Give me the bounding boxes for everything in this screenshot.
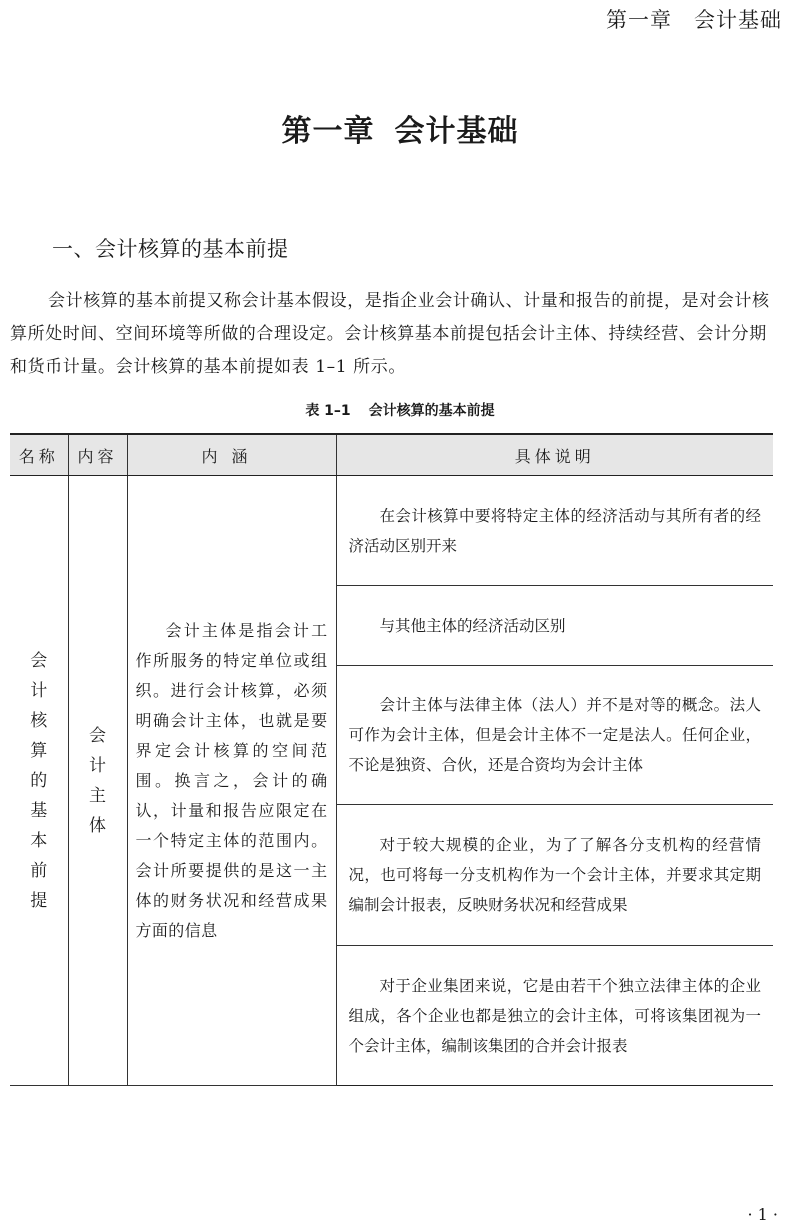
page-number: · 1 ·: [747, 1205, 778, 1224]
chapter-title: [0, 106, 800, 150]
running-header-title: 会计基础: [694, 8, 782, 32]
content-cell: 会 计 主 体: [68, 476, 127, 1086]
table-caption-number: 表 1–1: [305, 403, 351, 419]
section-heading: 一、会计核算的基本前提: [52, 237, 289, 261]
meaning-cell: 会计主体是指会计工作所服务的特定单位或组织。进行会计核算，必须明确会计主体，也就是要界定会计核算的空间范围。换言之，会计的确认，计量和报告应限定在一个特定主体的范围内。会计所要提供的是这一主体的财务状况和经营成果方面的信息: [127, 476, 336, 1086]
detail-cell-4: 对于较大规模的企业，为了了解各分支机构的经营情况，也可将每一分支机构作为一个会计主体，并要求其定期编制会计报表，反映财务状况和经营成果: [336, 805, 773, 946]
detail-cell-2: 与其他主体的经济活动区别: [336, 586, 773, 666]
table-row: [10, 476, 773, 586]
detail-cell-3: 会计主体与法律主体（法人）并不是对等的概念。法人可作为会计主体，但是会计主体不一定是法人。任何企业，不论是独资、合伙，还是合资均为会计主体: [336, 666, 773, 805]
header-content: 内容: [68, 434, 127, 476]
name-cell: 会 计 核 算 的 基 本 前 提: [10, 476, 68, 1086]
header-meaning: 内涵: [127, 434, 336, 476]
header-name: 名称: [10, 434, 68, 476]
intro-paragraph: 会计核算的基本前提又称会计基本假设，是指企业会计确认、计量和报告的前提，是对会计核算所处时间、空间环境等所做的合理设定。会计核算基本前提包括会计主体、持续经营、会计分期和货币计量。会计核算的基本前提如表 1–1 所示。: [10, 291, 770, 377]
table-caption: [0, 400, 800, 420]
header-detail: 具体说明: [336, 434, 773, 476]
premise-table: [10, 433, 773, 1086]
running-header: [606, 4, 782, 34]
chapter-title-text: 会计基础: [394, 114, 519, 149]
table-header-row: [10, 434, 773, 476]
detail-cell-1: 在会计核算中要将特定主体的经济活动与其所有者的经济活动区别开来: [336, 476, 773, 586]
running-header-chapter: 第一章: [606, 8, 672, 32]
chapter-title-number: 第一章: [281, 114, 375, 149]
detail-cell-5: 对于企业集团来说，它是由若干个独立法律主体的企业组成，各个企业也都是独立的会计主体，可将该集团视为一个会计主体，编制该集团的合并会计报表: [336, 946, 773, 1086]
table-caption-title: 会计核算的基本前提: [368, 403, 495, 419]
